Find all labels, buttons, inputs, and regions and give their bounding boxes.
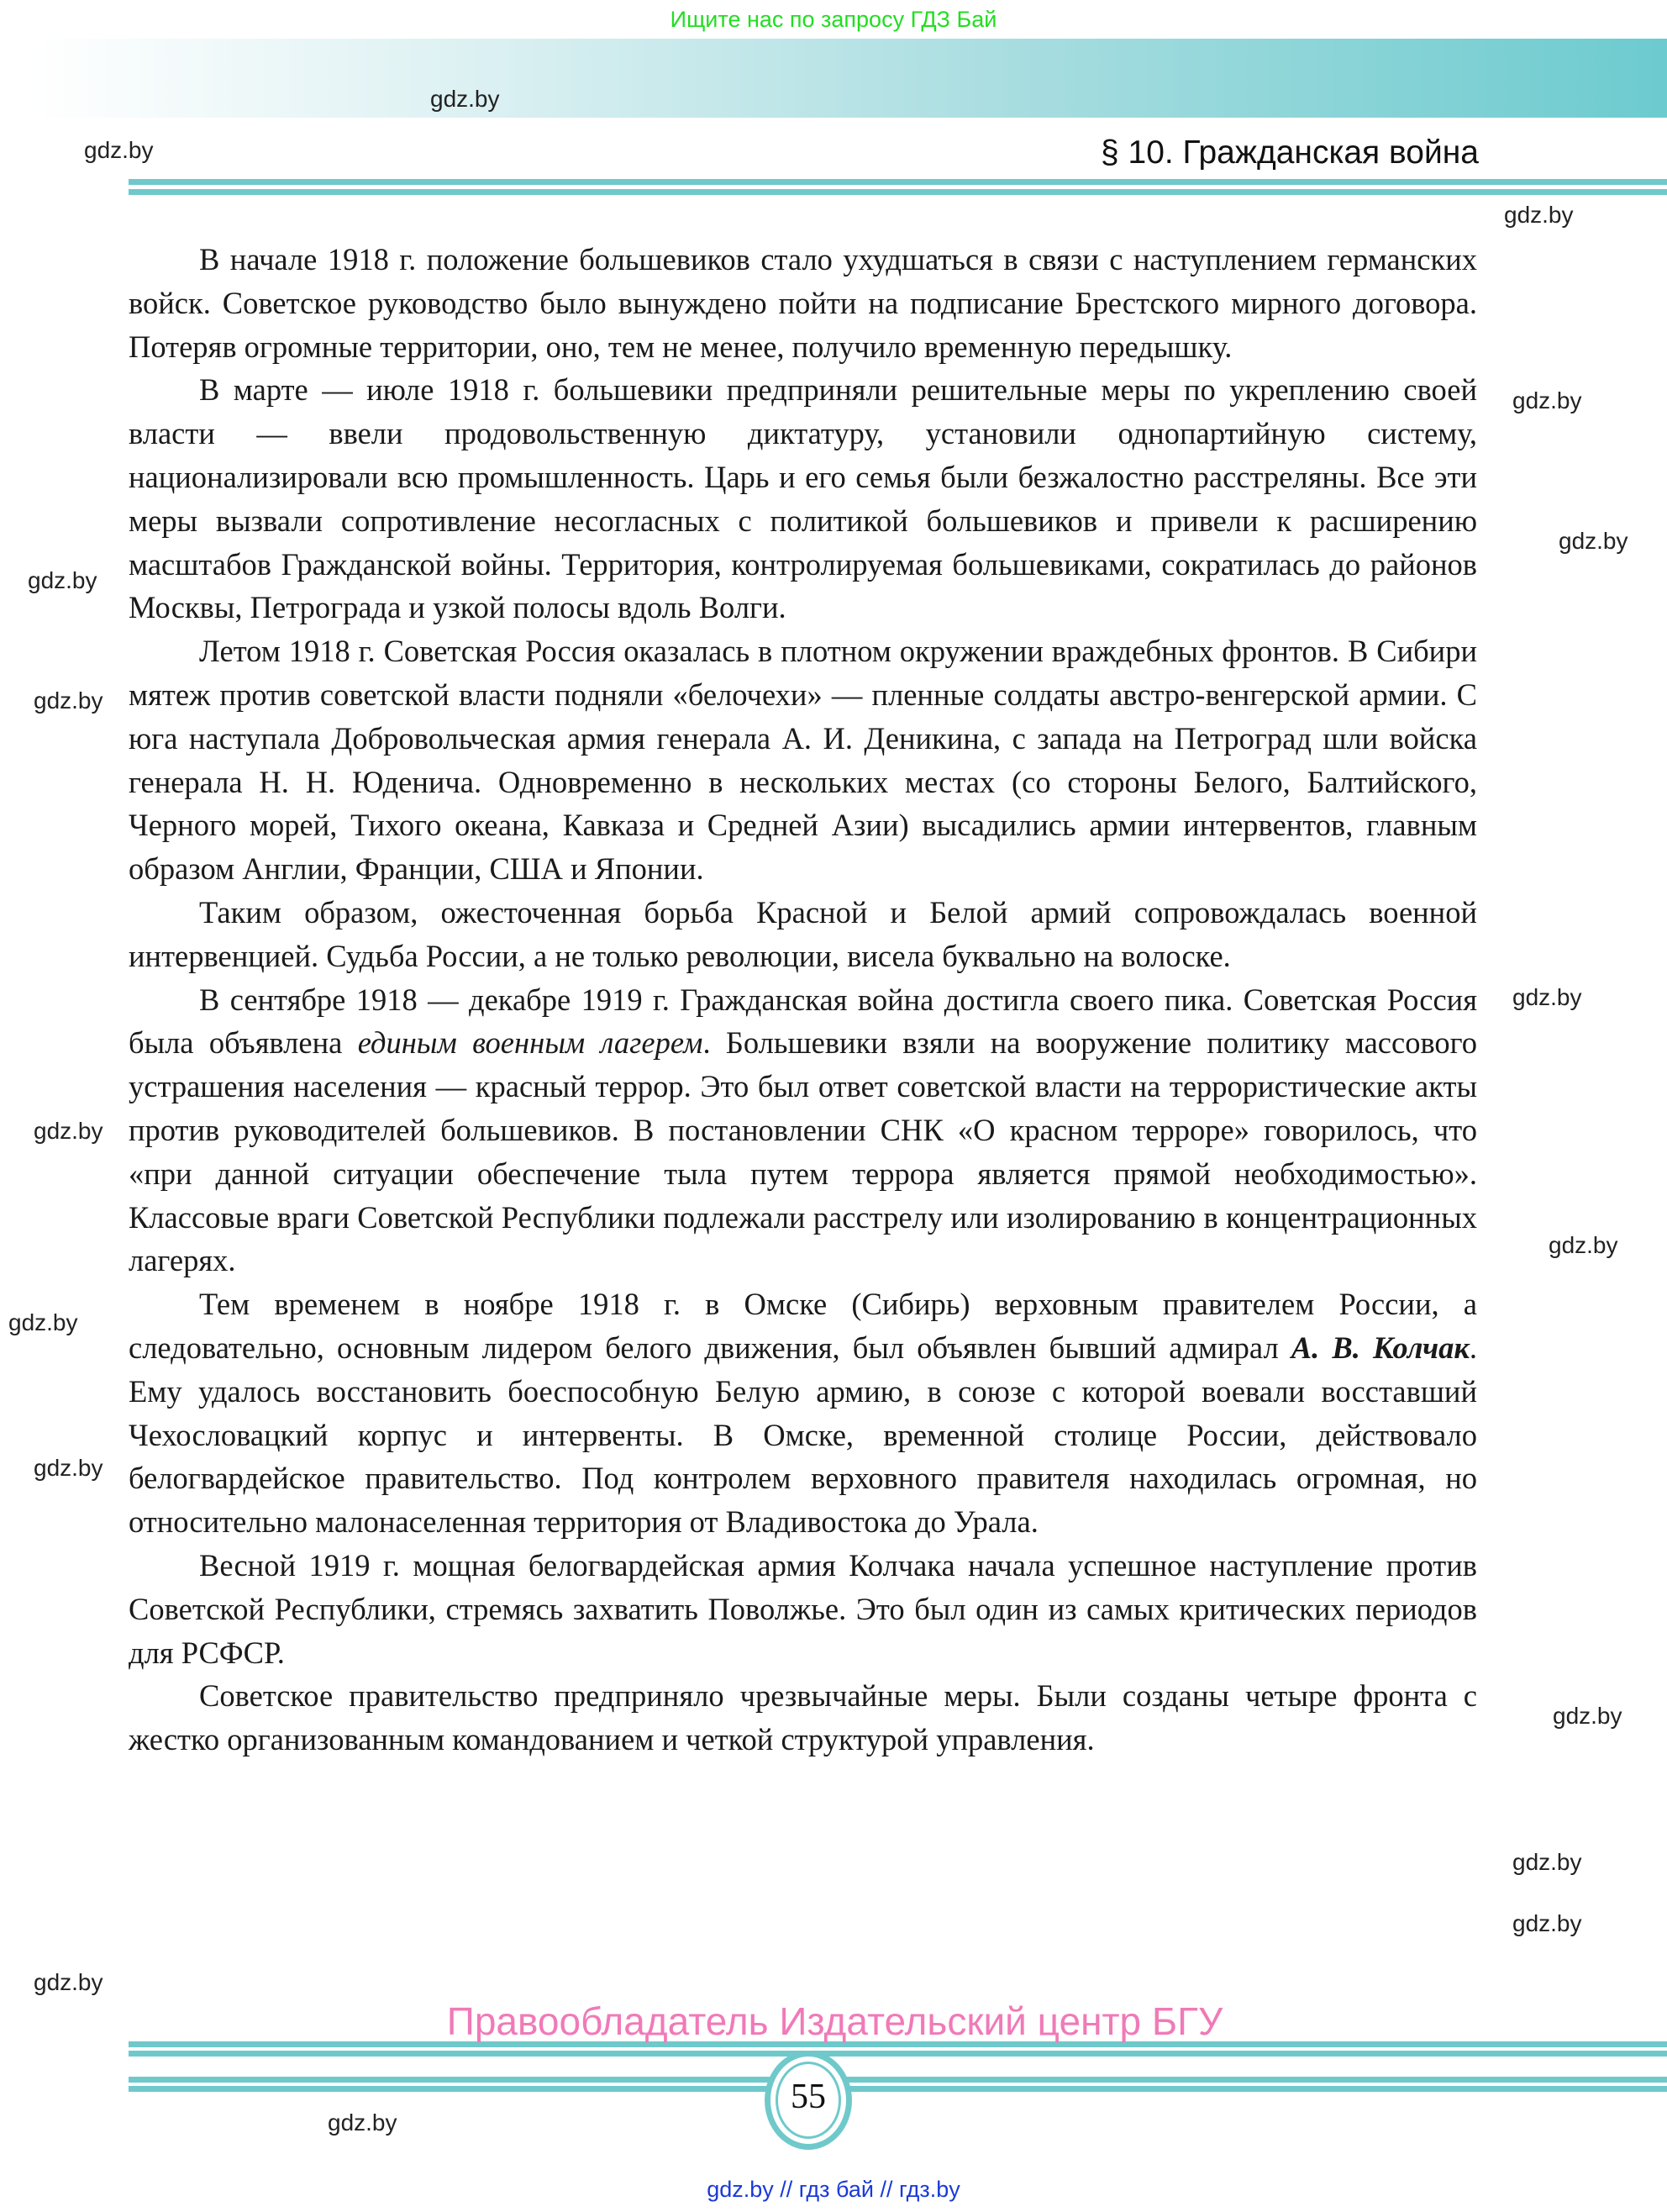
chapter-title: § 10. Гражданская война [1100, 134, 1479, 171]
footer-rule [129, 2077, 1667, 2083]
header-rule [129, 179, 1667, 185]
watermark: gdz.by [1553, 1703, 1622, 1729]
watermark: gdz.by [34, 1455, 103, 1481]
watermark: gdz.by [34, 687, 103, 714]
paragraph: В начале 1918 г. положение большевиков стало ухудшаться в связи с наступлением германских войск. Советское руководство было вынуждено пойти на подписание Брестского мирного договора. Потеряв огромные территории, оно, тем не менее, получило временную передышку. [129, 242, 1477, 364]
header-rule [129, 189, 1667, 195]
text-run: . Большевики взяли на вооружение политику массового устрашения населения — красный террор. Это был ответ советской власти на террористические акты против руководителей большевиков. В постановлении СНК «О красном терроре» говорилось, что «при данной ситуации обеспечение тыла путем террора является прямой необходимостью». Классовые враги Советской Республики подлежали расстрелу или изолированию в концентрационных лагерях. [129, 1025, 1477, 1278]
paragraph [129, 1282, 1477, 1544]
text-run: Тем временем в ноябре 1918 г. в Омске (Сибирь) верховным правителем России, а следовательно, основным лидером белого движения, был объявлен бывший адмирал [129, 1287, 1477, 1365]
watermark: gdz.by [1504, 202, 1574, 228]
paragraph: Таким образом, ожесточенная борьба Красной и Белой армий сопровождалась военной интервенцией. Судьба России, а не только революции, висела буквально на волоске. [129, 894, 1477, 973]
watermark: gdz.by [1549, 1232, 1618, 1258]
footer-rule [129, 2051, 1667, 2057]
emphasis-name: А. В. Колчак [1291, 1330, 1470, 1365]
header-banner [34, 39, 1667, 118]
page-number: 55 [791, 2078, 826, 2116]
watermark: gdz.by [1512, 1910, 1582, 1936]
watermark: gdz.by [34, 1118, 103, 1144]
watermark: gdz.by [1512, 1849, 1582, 1875]
footer-links[interactable]: gdz.by // гдз бай // гдз.by [707, 2177, 960, 2202]
footer-rule [129, 2086, 1667, 2092]
text-run: . Ему удалось восстановить боеспособную Белую армию, в союзе с которой воевали восставший Чехословацкий корпус и интервенты. В Омске, временной столице России, действовало белогвардейское правительство. Под контролем верховного правителя находилась огромная, но относительно малонаселенная территория от Владивостока до Урала. [129, 1330, 1477, 1540]
paragraph [129, 978, 1477, 1283]
paragraph: Летом 1918 г. Советская Россия оказалась в плотном окружении враждебных фронтов. В Сибири мятеж против советской власти подняли «белочехи» — пленные солдаты австро-венгерской армии. С юга наступала Добровольческая армия генерала А. И. Деникина, с запада на Петроград шли войска генерала Н. Н. Юденича. Одновременно в нескольких местах (со стороны Белого, Балтийского, Черного морей, Тихого океана, Кавказа и Средней Азии) высадились армии интервентов, главным образом Англии, Франции, США и Японии. [129, 634, 1477, 887]
paragraph: Весной 1919 г. мощная белогвардейская армия Колчака начала успешное наступление против Советской Республики, стремясь захватить Поволжье. Это был один из самых критических периодов для РСФСР. [129, 1547, 1477, 1670]
watermark: gdz.by [8, 1309, 78, 1335]
text-run: В сентябре 1918 — декабре 1919 г. Гражданская война достигла своего пика. Советская Россия была объявлена [129, 982, 1477, 1061]
search-hint: Ищите нас по запросу ГДЗ Бай [670, 7, 997, 32]
page-body [129, 238, 1477, 1762]
copyright-stamp: Правообладатель Издательский центр БГУ [446, 1999, 1223, 2043]
paragraph: В марте — июле 1918 г. большевики предприняли решительные меры по укреплению своей власти — ввели продовольственную диктатуру, установили однопартийную систему, национализировали всю промышленность. Царь и его семья были безжалостно расстреляны. Все эти меры вызвали сопротивление несогласных с политикой большевиков и привели к расширению масштабов Гражданской войны. Территория, контролируемая большевиками, сократилась до районов Москвы, Петрограда и узкой полосы вдоль Волги. [129, 372, 1477, 625]
watermark: gdz.by [1512, 387, 1582, 413]
page-number-badge [765, 2051, 852, 2150]
watermark: gdz.by [328, 2109, 397, 2136]
watermark: gdz.by [430, 86, 500, 112]
watermark: gdz.by [1512, 984, 1582, 1010]
paragraph: Советское правительство предприняло чрезвычайные меры. Были созданы четыре фронта с жестко организованным командованием и четкой структурой управления. [129, 1678, 1477, 1757]
watermark: gdz.by [1559, 528, 1628, 554]
watermark: gdz.by [28, 567, 97, 593]
watermark: gdz.by [84, 137, 154, 163]
emphasis: единым военным лагерем [357, 1025, 703, 1061]
watermark: gdz.by [34, 1969, 103, 1995]
